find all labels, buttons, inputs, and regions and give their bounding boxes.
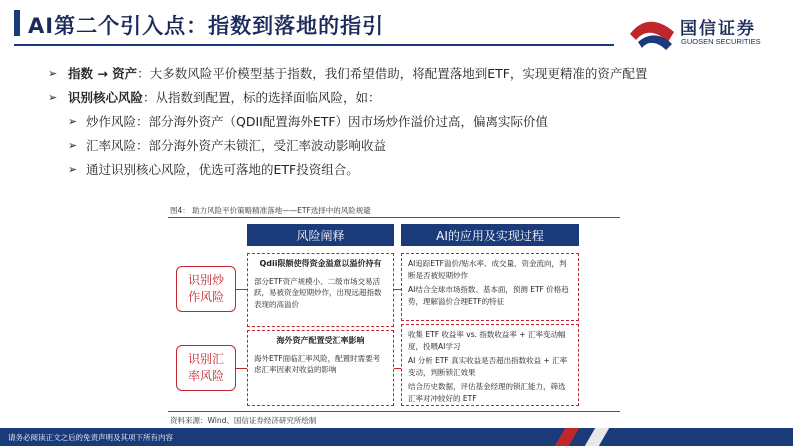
figure-top-rule	[168, 217, 620, 218]
box-text: 部分ETF资产规模小、二级市场交易活跃，易被资金短期炒作，出现远超指数表现的高溢价	[254, 276, 382, 309]
speculation-ai-box	[401, 253, 579, 321]
risk-label-line: 作风险	[187, 290, 224, 304]
risk-label-line: 识别炒	[187, 273, 224, 287]
box-text: AI结合全球市场指数、基本面，预测 ETF 价格趋势，理解溢价合理ETF的特征	[408, 285, 569, 306]
bullet-list	[48, 62, 768, 182]
sub-bullet-optimize	[48, 158, 768, 182]
page-title: AI第二个引入点：指数到落地的指引	[28, 14, 385, 38]
title-accent-bar	[14, 10, 20, 36]
source-note: 资料来源：Wind、国信证券经济研究所绘制	[170, 416, 317, 425]
fx-explanation-box	[247, 330, 394, 406]
box-text: AI追踪ETF溢价/贴水率、成交量、资金流向，判断是否被短期炒作	[408, 259, 567, 280]
column-header-ai-application: AI的应用及实现过程	[401, 224, 579, 246]
bullet-arrow-icon: ➢	[68, 163, 78, 176]
sub-bullet-text: 汇率风险：部分海外资产未锁汇，受汇率波动影响收益	[86, 138, 387, 153]
bullet-arrow-icon: ➢	[48, 91, 58, 104]
bullet-bold-label: 识别核心风险	[68, 90, 144, 105]
risk-label-line: 识别汇	[187, 352, 224, 366]
bullet-core-risk	[48, 86, 768, 110]
logo-cn-text: 国信证券	[680, 19, 756, 39]
fx-ai-box	[401, 324, 579, 406]
column-header-risk-explanation: 风险阐释	[247, 224, 394, 246]
sub-bullet-text: 炒作风险：部分海外资产（QDII配置海外ETF）因市场炒作溢价过高，偏离实际价值	[86, 114, 549, 129]
bullet-text: ：从指数到配置，标的选择面临风险，如：	[143, 90, 381, 105]
logo-en-text: GUOSEN SECURITIES	[681, 37, 761, 46]
speculation-explanation-box	[247, 253, 394, 327]
box-title: Qdii限额使得资金溢意以溢价持有	[259, 259, 382, 268]
footer-disclaimer: 请务必阅读正文之后的免责声明及其项下所有内容	[8, 433, 173, 442]
header-divider	[14, 44, 614, 46]
figure-caption: 图4： 助力风险平价策略精准落地——ETF选择中的风险规避	[170, 206, 371, 215]
box-title: 海外资产配置受汇率影响	[276, 336, 365, 345]
figure-bottom-rule	[168, 411, 620, 412]
bullet-arrow-icon: ➢	[48, 67, 58, 80]
bullet-arrow-icon: ➢	[68, 115, 78, 128]
sub-bullet-text: 通过识别核心风险，优选可落地的ETF投资组合。	[86, 162, 359, 177]
bullet-index-to-asset	[48, 62, 768, 86]
risk-label-line: 率风险	[187, 369, 224, 383]
bullet-bold-label: 指数 → 资产	[68, 66, 138, 81]
connector-line	[236, 289, 247, 290]
risk-label-speculation	[176, 266, 236, 312]
sub-bullet-fx	[48, 134, 768, 158]
connector-line	[394, 289, 401, 290]
box-text: 结合历史数据，评估基金经理的锁汇能力，筛选汇率对冲较好的 ETF	[408, 382, 566, 403]
box-text: 收集 ETF 收益率 vs. 指数收益率 + 汇率变动幅度，投喂AI学习	[408, 330, 566, 351]
connector-line	[394, 368, 401, 369]
sub-bullet-speculation	[48, 110, 768, 134]
bullet-arrow-icon: ➢	[68, 139, 78, 152]
box-text: 海外ETF面临汇率风险，配置时需要考虑汇率因素对收益的影响	[254, 353, 381, 374]
box-text: AI 分析 ETF 真实收益是否超出指数收益 + 汇率变动，判断锁汇效果	[408, 356, 568, 377]
bullet-text: ：大多数风险平价模型基于指数，我们希望借助，将配置落地到ETF，实现更精准的资产配置	[137, 66, 648, 81]
connector-line	[236, 368, 247, 369]
risk-label-fx	[176, 345, 236, 391]
